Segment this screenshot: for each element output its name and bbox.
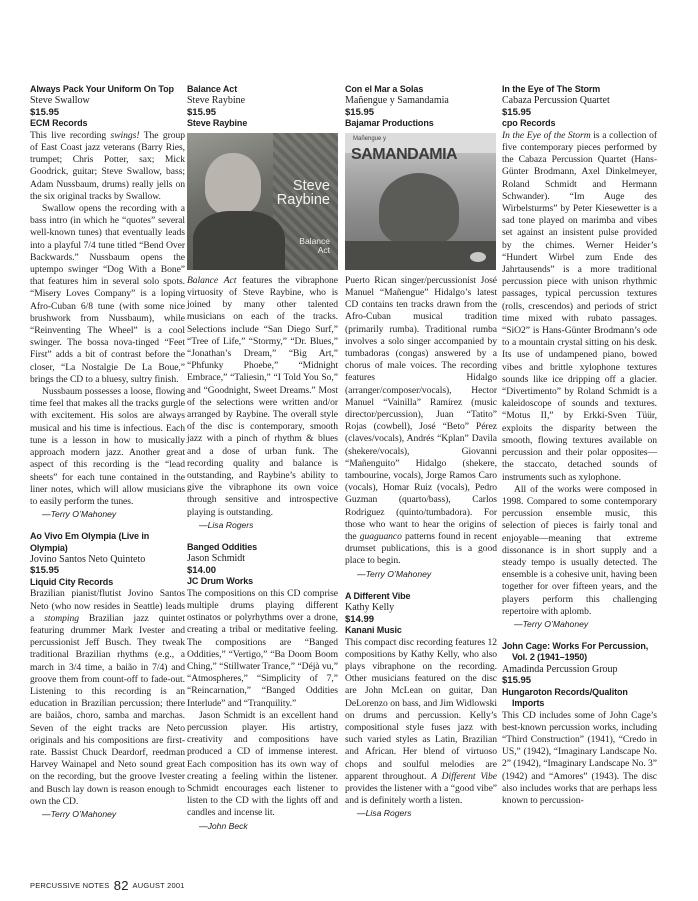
album-cover-image [345,133,496,270]
review-label: Liquid City Records [30,576,114,587]
review-body [345,275,497,568]
review-label: JC Drum Works [187,576,254,587]
review-title: Con el Mar a Solas [345,84,424,94]
review-label: cpo Records [502,118,556,129]
review-label: Hungaroton Records/Qualiton Imports [502,686,628,709]
review-body [502,130,657,618]
footer-date: AUGUST 2001 [132,881,185,890]
review-body [345,637,497,808]
review-body [30,588,185,808]
review-banged-oddities [187,542,338,832]
column-1 [30,84,185,820]
reviewer-signature: —Terry O’Mahoney [514,618,589,629]
paragraph: In the Eye of the Storm is a collection of five contemporary pieces performed by the Cabaza Percussion Quartet (Hans-Günter Brodmann, Axel Dinkelmeyer, Roland Schmidt and Hermann Schwander). “Im Auge des Wirbelsturms” by Peter Kiesewetter is a sad tone played on marimba and vibes set against an insistent pulse provided by the chimes. Werner Heider’s “Hundert Wirbel zum Ende des Jahrtausends” is a more traditional percussion piece with unison rhythmic passages, typical percussion textures (rolls, crescendos) and periods of strict time mixed with rubato passages. “SiO2” is Hans-Günter Brodmann’s ode to a mountain crystal sitting on his desk. Its use of undampened piano, bowed vibes and brittle xylophone textures sounds like ice dripping off a glacier. “Divertimento” by Roland Schmidt is a kaleidoscope of sounds and textures. “Motus II,” by Erkki-Sven Tüür, exploits the disparity between the smooth, flowing textures available on percussion and their polar opposites—the staccato, detached sounds of instruments such as xylophone. [502,129,657,483]
paragraph: The compositions on this CD comprise multiple drums playing different ostinatos or polyrhythms over a drone, creating a tribal or meditative feeling. The compositions are “Banged Oddities,” “Vertigo,” “Ba Doom Boom Ching,” “Stillwater Trance,” “Déjà vu,” “Atmospheres,” “Simplicity of 7,” “Reincarnation,” “Banged Oddities Interlude” and “Tranquility.” [187,587,338,709]
column-3 [345,84,497,819]
reviewer-signature: —Terry O’Mahoney [42,509,117,520]
review-con-el-mar [345,84,497,580]
review-artist: Jason Schmidt [187,553,246,565]
cover-artist-name: Mañengue y [353,135,387,142]
paragraph: Swallow opens the recording with a bass intro (in which he “quotes” several well-known tunes) that eventually leads into a playful 7/4 tune titled “Bend Over Backwards.” Nussbaum opens the uptempo swinger “Dog With a Bone” that features him in several solo spots. “Misery Loves Company” is a loping Afro-Cuban 6/8 tune (with some nice brushwork from Nussbaum), while “Reinventing The Wheel” is a cool swinger. The bossa nova-tinged “Feet First” adds a bit of contrast before the closer, “La Nostalgie De La Boue,” brings the CD to a bluesy, sultry finish. [30,203,185,385]
column-2 [187,84,338,832]
review-artist: Steve Raybine [187,95,246,107]
review-ao-vivo [30,531,185,820]
review-label: Bajamar Productions [345,118,434,129]
cover-album-title: SAMANDAMIA [351,145,458,163]
review-label: Steve Raybine [187,118,248,129]
review-artist: Kathy Kelly [345,602,395,614]
cover-album-title: Balance Act [299,235,330,255]
review-title: John Cage: Works For Percussion, Vol. 2 (1941–1950) [502,640,649,663]
review-price: $15.95 [345,106,375,118]
review-price: $15.95 [502,106,532,118]
paragraph: Balance Act features the vibraphone virtuosity of Steve Raybine, who is joined by many other talented musicians on each of the tracks. Selections include “San Diego Surf,” “Tree of Life,” “Stormy,” “Dr. Blues,” “Jonathan’s Dream,” “Big Art,” “Phfunky Phoebe,” “Midnight Embrace,” “Taliesin,” “I Told You So,” and “Goodnight, Sweet Dreams.” Most of the selections were written and/or arranged by Raybine. The overall style of the disc is contemporary, smooth jazz with a pinch of rhythm & blues and a dose of urban funk. The recording quality and balance is outstanding, and Raybine’s ability to give the vibraphone its own voice through sensitive and introspective playing is outstanding. [187,274,338,518]
review-title: A Different Vibe [345,590,411,601]
album-cover-image [187,133,338,270]
review-body [30,130,185,508]
paragraph: Puerto Rican singer/percussionist José Manuel “Mañengue” Hidalgo’s latest CD contains ten tracks drawn from the Afro-Cuban musical tradition (primarily rumba). Traditional rumba involves a solo singer accompanied by tumbadoras (congas) answered by a chorus of male voices. The recording features Hidalgo (arranger/composer/vocals), Hector Manuel “Vainilla” Ramírez (music director/percussion), Juan “Tatito” Rojas (cowbell), José “Beto” Pérez (claves/vocals), Andrés “Kplan” Davila (shekere/vocals), Giovanni “Mañenguito” Hidalgo (shekere, tambourine, vocals), Jorge Ramos Caro (vocals), Homar Ruiz (vocals), Pedro Guzman (quarto/bass), Carlos Rodriguez (quinto/tumbadora). For those who want to hear the origins of the guaguanco patterns found in recent drumset publications, this is a good place to begin. [345,274,497,567]
review-different-vibe [345,591,497,820]
review-price: $14.99 [345,613,375,625]
review-eye-of-storm [502,84,657,630]
review-body [187,275,338,519]
review-price: $15.95 [187,106,217,118]
review-artist: Cabaza Percussion Quartet [502,95,610,107]
review-body [502,710,657,808]
column-4 [502,84,657,807]
review-price: $15.95 [502,675,532,687]
paragraph: This live recording swings! The group of East Coast jazz veterans (Barry Ries, trumpet; Chris Potter, sax; Mick Goodrick, guitar; Steve Swallow, bass; Adam Nussbaum, drums) really jells on the six original tracks by Swallow. [30,129,185,202]
review-title: In the Eye of The Storm [502,84,601,94]
review-artist: Jovino Santos Neto Quinteto [30,553,146,565]
page-footer [30,878,185,893]
review-artist: Amadinda Percussion Group [502,663,618,675]
reviewer-signature: —Terry O’Mahoney [42,808,117,819]
reviewer-signature: —Lisa Rogers [199,519,254,530]
review-title: Ao Vivo Em Olympia (Live in Olympia) [30,531,150,553]
reviewer-signature: —Terry O’Mahoney [357,568,432,579]
review-label: ECM Records [30,118,88,129]
review-artist: Steve Swallow [30,95,90,107]
page-number: 82 [113,878,129,893]
reviewer-signature: —Lisa Rogers [357,808,412,819]
review-price: $15.95 [30,565,60,577]
review-price: $15.95 [30,106,60,118]
footer-publication: PERCUSSIVE NOTES [30,881,110,890]
cover-artist-name: Steve Raybine [276,177,330,208]
review-balance-act [187,84,338,531]
review-price: $14.00 [187,564,217,576]
review-title: Always Pack Your Uniform On Top [30,84,174,94]
review-artist: Mañengue y Samandamia [345,95,449,107]
paragraph: This CD includes some of John Cage’s best-known percussion works, including “Third Construction” (1941), “Credo in US,” (1942), “Imaginary Landscape No. 2” (1942), “Imaginary Landscape No. 3” (1942) and “Amores” (1943). The disc also includes works that are perhaps less known to percussion- [502,709,658,806]
review-title: Banged Oddities [187,541,258,552]
paragraph: All of the works were composed in 1998. Compared to some contemporary percussion ensemble music, this selection of pieces is fairly tonal and enjoyable—meaning that extreme dissonance is in short supply and a steady tempo is usually detected. The ensemble is a cohesive unit, having been together for over fifteen years, and the players perform this challenging repertoire with aplomb. [502,483,657,617]
paragraph: Nussbaum possesses a loose, flowing time feel that makes all the tracks gurgle with excitement. His solos are always musical and his time is infectious. Each tune is a lesson in how to musically approach modern jazz. Another great aspect of this recording is the “lead sheets” for each tune contained in the liner notes, which will allow musicians to easily perform the tunes. [30,386,185,507]
paragraph: This compact disc recording features 12 compositions by Kathy Kelly, who also plays vibraphone on the recording. Other musicians featured on the disc are John McLean on guitar, Dan DeLorenzo on bass, and Jim Widlowski on drums and percussion. Kelly’s compositional style fuses jazz with such varied styles as Latin, Brazilian and African. Her blend of virtuoso chops and soulful melodies are apparent throughout. A Different Vibe provides the listener with a “good vibe” and is definitely worth a listen. [345,636,497,807]
logo-icon [470,252,486,262]
review-always-pack [30,84,185,520]
review-john-cage [502,641,657,807]
paragraph: Brazilian pianist/flutist Jovino Santos Neto (who now resides in Seattle) leads a stomping Brazilian jazz quintet featuring drummer Mark Ivester and percussionist Jeff Busch. They tweak traditional Brazilian rhythms (e.g., a march in 3/4 time, a baião in 7/4) and groove them from count-off to fade-out. Listening to this recording is an education in Brazilian percussion; there are baiãos, choro, samba and marchas. Seven of the eight tracks are Neto originals and his compositions are first-rate. Bassist Chuck Deardorf, reedman Harvey Wainapel and Neto sound great on the recording, but the groove Ivester and Busch lay down is reason enough to own the CD. [30,588,185,807]
review-body [187,588,338,820]
paragraph: Jason Schmidt is an excellent hand percussion player. His artistry, creativity and compositions have produced a CD of immense interest. Each composition has its own way of creating a feeling within the listener. Schmidt encourages each listener to listen to the CD with the lights off and candles and incense lit. [187,709,338,819]
review-title: Balance Act [187,84,238,94]
reviewer-signature: —John Beck [199,820,248,831]
review-label: Kanani Music [345,625,402,636]
